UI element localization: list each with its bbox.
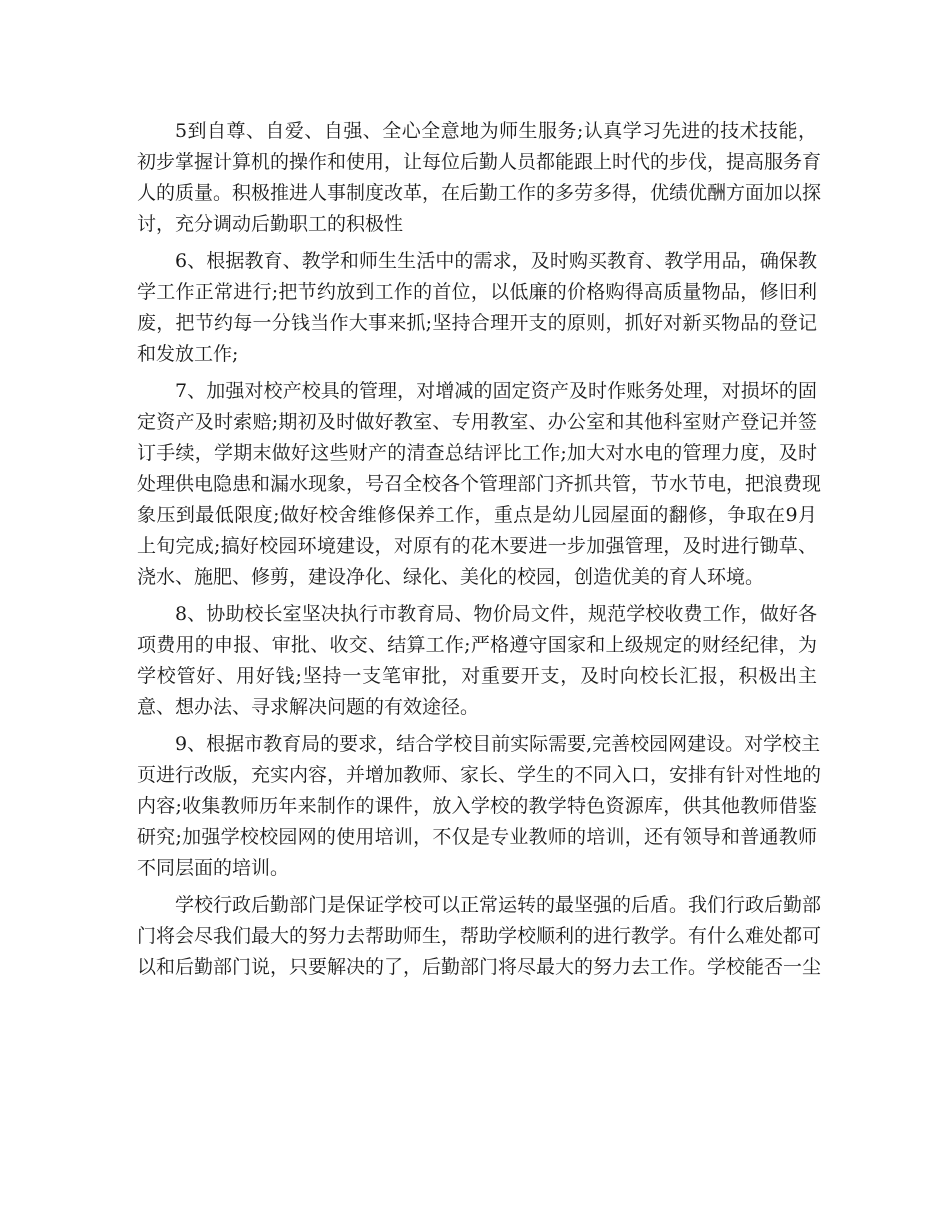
text-line: 6、根据教育、教学和师生生活中的需求，及时购买教育、教学用品，确保教 — [175, 250, 817, 272]
text-line: 定资产及时索赔;期初及时做好教室、专用教室、办公室和其他科室财产登记并签 — [137, 411, 817, 433]
text-line: 象压到最低限度;做好校舍维修保养工作，重点是幼儿园屋面的翻修，争取在9月 — [137, 504, 817, 526]
text-line: 研究;加强学校校园网的使用培训，不仅是专业教师的培训，还有领导和普通教师 — [137, 826, 817, 848]
paragraph — [137, 116, 822, 240]
text-line: 讨，充分调动后勤职工的积极性 — [137, 213, 404, 235]
text-line: 项费用的申报、审批、收交、结算工作;严格遵守国家和上级规定的财经纪律，为 — [137, 634, 817, 656]
text-line: 5到自尊、自爱、自强、全心全意地为师生服务;认真学习先进的技术技能， — [175, 120, 817, 142]
text-line: 订手续，学期末做好这些财产的清查总结评比工作;加大对水电的管理力度，及时 — [137, 442, 817, 464]
paragraph — [137, 246, 817, 370]
text-line: 上旬完成;搞好校园环境建设，对原有的花木要进一步加强管理，及时进行锄草、 — [137, 535, 817, 557]
text-line: 处理供电隐患和漏水现象，号召全校各个管理部门齐抓共管，节水节电，把浪费现 — [137, 473, 822, 495]
text-line: 意、想办法、寻求解决问题的有效途径。 — [137, 696, 480, 718]
text-line: 内容;收集教师历年来制作的课件，放入学校的教学特色资源库，供其他教师借鉴 — [137, 795, 817, 817]
text-line: 页进行改版，充实内容，并增加教师、家长、学生的不同入口，安排有针对性地的 — [137, 764, 822, 786]
text-line: 以和后勤部门说，只要解决的了，后勤部门将尽最大的努力去工作。学校能否一尘 — [137, 956, 822, 978]
text-line: 8、协助校长室坚决执行市教育局、物价局文件，规范学校收费工作，做好各 — [175, 603, 817, 625]
paragraph — [137, 599, 817, 723]
paragraph — [137, 376, 822, 593]
text-line: 9、根据市教育局的要求，结合学校目前实际需要,完善校园网建设。对学校主 — [175, 733, 821, 755]
text-line: 人的质量。积极推进人事制度改革，在后勤工作的多劳多得，优绩优酬方面加以探 — [137, 182, 822, 204]
text-line: 学校行政后勤部门是保证学校可以正常运转的最坚强的后盾。我们行政后勤部 — [175, 894, 822, 916]
text-line: 门将会尽我们最大的努力去帮助师生，帮助学校顺利的进行教学。有什么难处都可 — [137, 925, 822, 947]
text-line: 学工作正常进行;把节约放到工作的首位，以低廉的价格购得高质量物品，修旧利 — [137, 281, 817, 303]
text-line: 初步掌握计算机的操作和使用，让每位后勤人员都能跟上时代的步伐，提高服务育 — [137, 151, 822, 173]
text-line: 7、加强对校产校具的管理，对增减的固定资产及时作账务处理，对损坏的固 — [175, 380, 817, 402]
text-line: 学校管好、用好钱;坚持一支笔审批，对重要开支，及时向校长汇报，积极出主 — [137, 665, 817, 687]
text-line: 不同层面的培训。 — [137, 857, 290, 879]
paragraph — [137, 890, 822, 983]
paragraph — [137, 729, 822, 884]
text-line: 浇水、施肥、修剪，建设净化、绿化、美化的校园，创造优美的育人环境。 — [137, 566, 765, 588]
text-line: 和发放工作; — [137, 343, 239, 365]
document-body — [137, 116, 822, 989]
text-line: 废，把节约每一分钱当作大事来抓;坚持合理开支的原则，抓好对新买物品的登记 — [137, 312, 817, 334]
